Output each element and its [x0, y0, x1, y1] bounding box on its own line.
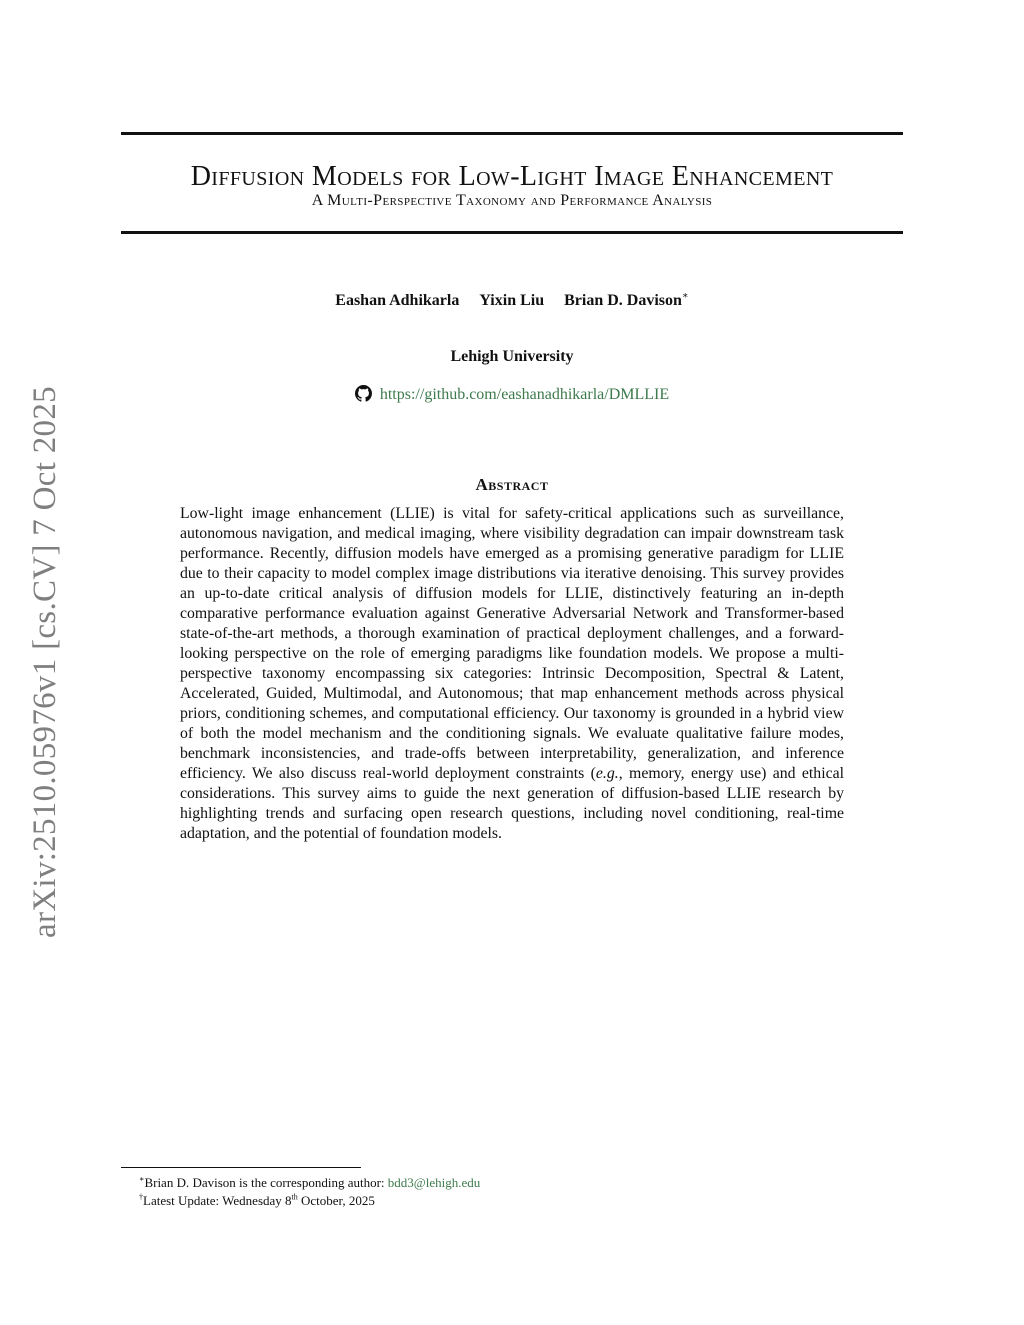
author-email-link[interactable]: bdd3@lehigh.edu — [387, 1175, 481, 1190]
title-bottom-rule — [121, 231, 903, 234]
author-list — [121, 291, 903, 311]
abstract-heading: Abstract — [475, 475, 549, 494]
author-name: Yixin Liu — [479, 292, 545, 309]
repository-line — [121, 385, 903, 405]
footnote-rule — [121, 1167, 361, 1168]
author-name: Eashan Adhikarla — [335, 292, 460, 309]
affiliation: Lehigh University — [450, 348, 574, 365]
abstract-text: Low-light image enhancement (LLIE) is vital for safety-critical applications such as surveillance, autonomous navigation, and medical imaging, where visibility degradation can impair downstream task performance. Recently, diffusion models have emerged as a promising generative paradigm for LLIE due to their capacity to model complex image distributions via iterative denoising. This survey provides an up-to-date critical analysis of diffusion models for LLIE, distinctively featuring an in-depth comparative performance evaluation against Generative Adversarial Network and Transformer-based state-of-the-art methods, a thorough examination of practical deployment challenges, and a forward-looking perspective on the role of emerging paradigms like foundation models. We propose a multi-perspective taxonomy encompassing six categories: Intrinsic Decomposition, Spectral & Latent, Accelerated, Guided, Multimodal, and Autonomous; that map enhancement methods across physical priors, conditioning schemes, and computational efficiency. Our taxonomy is grounded in a hybrid view of both the model mechanism and the conditioning signals. We evaluate qualitative failure modes, benchmark inconsistencies, and trade-offs between interpretability, generalization, and inference efficiency. We also discuss real-world deployment constraints (e.g., memory, energy use) and ethical considerations. This survey aims to guide the next generation of diffusion-based LLIE research by highlighting trends and surfacing open research questions, including novel conditioning, real-time adaptation, and the potential of foundation models. — [180, 505, 845, 842]
title-top-rule — [121, 132, 903, 135]
footnote-latest-update: †Latest Update: Wednesday 8th October, 2025 — [139, 1192, 375, 1208]
paper-subtitle: A Multi-Perspective Taxonomy and Performance Analysis — [311, 192, 713, 209]
footnote-corresponding-author: ∗Brian D. Davison is the corresponding author: bdd3@lehigh.edu — [139, 1174, 481, 1190]
paper-title: Diffusion Models for Low-Light Image Enhancement — [190, 161, 834, 192]
repository-link[interactable]: https://github.com/eashanadhikarla/DMLLIE — [379, 386, 670, 403]
abstract-emphasis: e.g. — [595, 765, 619, 782]
arxiv-identifier-stamp: arXiv:2510.05976v1 [cs.CV] 7 Oct 2025 — [27, 386, 63, 938]
github-icon — [355, 385, 372, 402]
corresponding-author-mark: ∗ — [681, 290, 689, 302]
author-name: Brian D. Davison∗ — [564, 290, 689, 309]
